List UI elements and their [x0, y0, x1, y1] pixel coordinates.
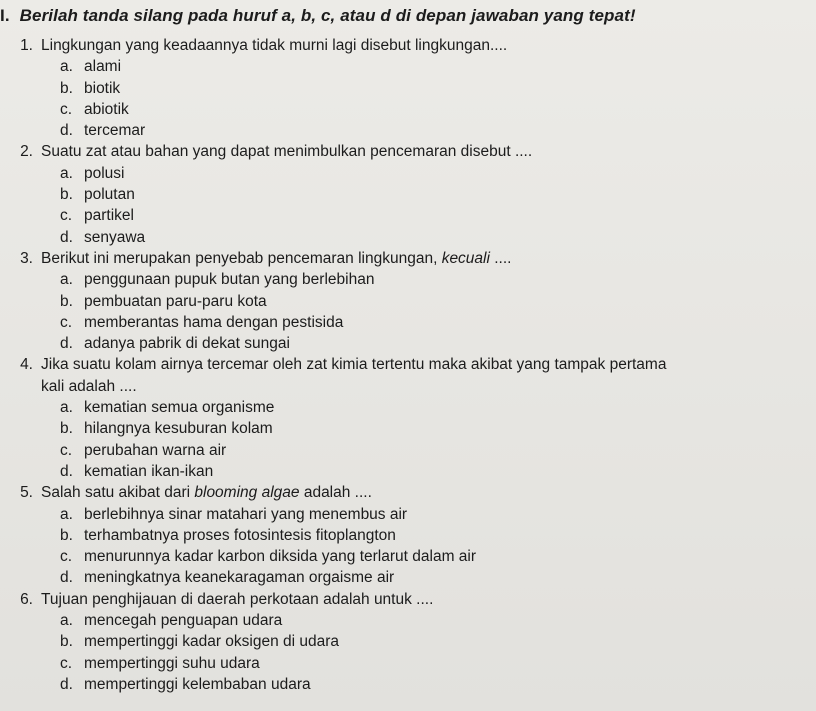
option-text: adanya pabrik di dekat sungai [84, 335, 290, 353]
question-text-start: Berikut ini merupakan penyebab pencemaran lingkungan, [41, 249, 442, 267]
question-5 [0, 482, 816, 588]
instruction-heading [0, 6, 636, 26]
option-text: kematian ikan-ikan [84, 462, 214, 480]
option-letter: d. [60, 675, 73, 693]
question-number: 6. [20, 590, 33, 608]
option-text: polutan [84, 186, 135, 204]
option-4a[interactable] [0, 397, 816, 418]
option-letter: b. [60, 79, 73, 97]
question-text [41, 482, 372, 503]
question-number: 2. [20, 143, 33, 161]
option-3a[interactable] [0, 269, 816, 290]
option-letter: b. [60, 186, 73, 204]
question-text-emphasis: blooming algae [194, 484, 300, 502]
option-1b[interactable] [0, 78, 816, 99]
option-1a[interactable] [0, 56, 816, 77]
option-text: senyawa [84, 228, 146, 246]
option-5a[interactable] [0, 504, 816, 525]
option-letter: a. [60, 612, 73, 630]
option-text: partikel [84, 207, 134, 225]
option-letter: d. [60, 569, 73, 587]
option-6d[interactable] [0, 674, 816, 695]
question-text-end: adalah .... [299, 484, 372, 502]
section-number: I. [0, 6, 10, 25]
option-2c[interactable] [0, 205, 816, 226]
option-4c[interactable] [0, 440, 816, 461]
option-letter: c. [60, 100, 73, 118]
option-text: polusi [84, 164, 125, 182]
option-text: memberantas hama dengan pestisida [84, 313, 344, 331]
option-text: mempertinggi suhu udara [84, 654, 260, 672]
question-number: 4. [20, 356, 33, 374]
option-letter: d. [60, 122, 73, 140]
question-number: 5. [20, 484, 33, 502]
option-1d[interactable] [0, 120, 816, 141]
option-text: abiotik [84, 100, 129, 118]
option-letter: b. [60, 292, 73, 310]
option-6a[interactable] [0, 610, 816, 631]
option-4b[interactable] [0, 418, 816, 439]
question-text-continued: kali adalah .... [41, 377, 137, 395]
question-number: 3. [20, 249, 33, 267]
option-letter: d. [60, 335, 73, 353]
option-letter: a. [60, 399, 73, 417]
question-6 [0, 589, 816, 695]
question-text-end: .... [489, 249, 512, 267]
option-letter: a. [60, 58, 73, 76]
option-3b[interactable] [0, 291, 816, 312]
option-text: berlebihnya sinar matahari yang menembus air [84, 505, 408, 523]
option-text: tercemar [84, 122, 146, 140]
option-letter: d. [60, 228, 73, 246]
option-text: alami [84, 58, 122, 76]
option-2b[interactable] [0, 184, 816, 205]
option-text: hilangnya kesuburan kolam [84, 420, 273, 438]
option-letter: b. [60, 633, 73, 651]
question-text-emphasis: kecuali [441, 249, 490, 267]
option-6c[interactable] [0, 653, 816, 674]
option-letter: a. [60, 505, 73, 523]
option-letter: c. [60, 654, 73, 672]
option-text: mempertinggi kelembaban udara [84, 675, 311, 693]
option-4d[interactable] [0, 461, 816, 482]
question-text: Tujuan penghijauan di daerah perkotaan adalah untuk .... [41, 590, 434, 608]
question-2 [0, 141, 816, 247]
option-3d[interactable] [0, 333, 816, 354]
question-4 [0, 354, 816, 482]
option-letter: c. [60, 313, 73, 331]
option-text: terhambatnya proses fotosintesis fitoplangton [84, 526, 396, 544]
option-letter: b. [60, 420, 73, 438]
option-text: pembuatan paru-paru kota [84, 292, 267, 310]
option-text: penggunaan pupuk butan yang berlebihan [84, 271, 375, 289]
question-text: Suatu zat atau bahan yang dapat menimbulkan pencemaran disebut .... [41, 143, 533, 161]
option-text: mempertinggi kadar oksigen di udara [84, 633, 340, 651]
option-2a[interactable] [0, 163, 816, 184]
option-letter: a. [60, 271, 73, 289]
option-text: menurunnya kadar karbon diksida yang terlarut dalam air [84, 548, 477, 566]
option-2d[interactable] [0, 227, 816, 248]
option-5d[interactable] [0, 567, 816, 588]
option-text: meningkatnya keanekaragaman orgaisme air [84, 569, 395, 587]
option-3c[interactable] [0, 312, 816, 333]
option-letter: c. [60, 207, 73, 225]
question-list [0, 35, 816, 695]
option-letter: b. [60, 526, 73, 544]
option-1c[interactable] [0, 99, 816, 120]
question-3 [0, 248, 816, 354]
option-5c[interactable] [0, 546, 816, 567]
question-text [41, 248, 511, 269]
option-text: kematian semua organisme [84, 399, 275, 417]
question-1 [0, 35, 816, 141]
option-5b[interactable] [0, 525, 816, 546]
question-text-start: Salah satu akibat dari [41, 484, 195, 502]
option-letter: d. [60, 462, 73, 480]
question-number: 1. [20, 37, 33, 54]
option-letter: c. [60, 548, 73, 566]
option-text: biotik [84, 79, 121, 97]
option-6b[interactable] [0, 631, 816, 652]
option-text: mencegah penguapan udara [84, 612, 283, 630]
option-text: perubahan warna air [84, 441, 227, 459]
question-text: Jika suatu kolam airnya tercemar oleh zat kimia tertentu maka akibat yang tampak pertama [41, 356, 667, 374]
instruction-text: Berilah tanda silang pada huruf a, b, c, atau d di depan jawaban yang tepat! [19, 6, 636, 25]
option-letter: a. [60, 164, 73, 182]
question-text: Lingkungan yang keadaannya tidak murni lagi disebut lingkungan.... [41, 37, 508, 54]
option-letter: c. [60, 441, 73, 459]
